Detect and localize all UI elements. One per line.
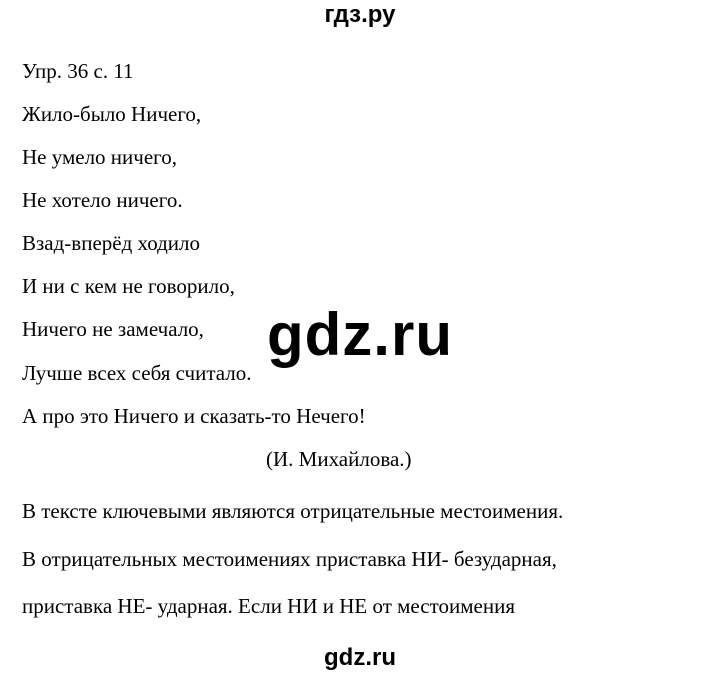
answer-line-2: В отрицательных местоимениях приставка НИ- безударная, bbox=[22, 547, 557, 571]
site-watermark-bottom: gdz.ru bbox=[324, 644, 396, 671]
poem-line-4: Взад-вперёд ходило bbox=[22, 231, 201, 255]
poem-author: (И. Михайлова.) bbox=[266, 447, 412, 471]
poem-line-7: Лучше всех себя считало. bbox=[22, 361, 252, 385]
poem-line-6: Ничего не замечало, bbox=[22, 317, 204, 341]
poem-line-8: А про это Ничего и сказать-то Нечего! bbox=[22, 404, 366, 428]
site-watermark-top: гдз.ру bbox=[324, 1, 396, 28]
answer-line-1: В тексте ключевыми являются отрицательные местоимения. bbox=[22, 499, 564, 523]
poem-line-5: И ни с кем не говорило, bbox=[22, 274, 235, 298]
exercise-heading: Упр. 36 с. 11 bbox=[22, 59, 134, 83]
poem-line-3: Не хотело ничего. bbox=[22, 188, 183, 212]
poem-line-1: Жило-было Ничего, bbox=[22, 102, 202, 126]
answer-line-3: приставка НЕ- ударная. Если НИ и НЕ от местоимения bbox=[22, 594, 515, 618]
site-watermark-center: gdz.ru bbox=[267, 301, 453, 368]
poem-line-2: Не умело ничего, bbox=[22, 145, 177, 169]
